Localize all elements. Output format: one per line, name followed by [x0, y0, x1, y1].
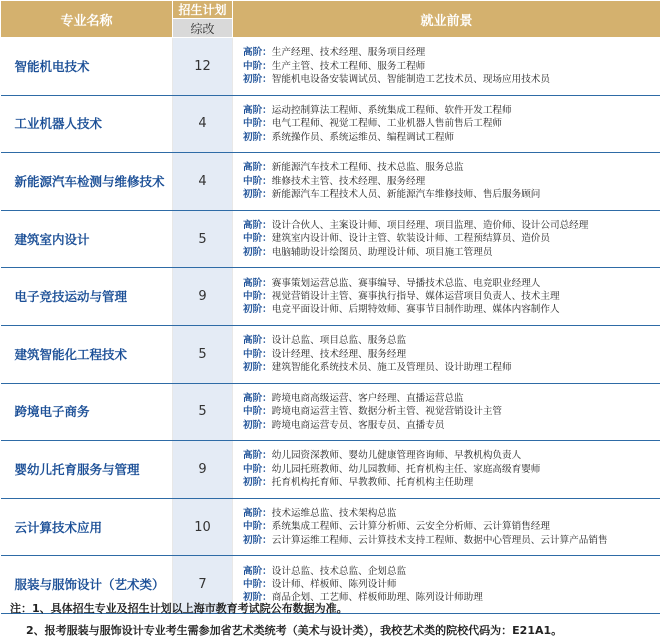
career-low	[243, 131, 660, 144]
career-high-text: 设计总监、技术总监、企划总监	[271, 565, 407, 577]
level-high-label: 高阶：	[243, 277, 272, 289]
level-mid-label: 中阶：	[243, 578, 272, 590]
major-name: 跨境电子商务	[1, 383, 173, 441]
plan-count: 4	[173, 153, 233, 211]
career-high-text: 幼儿园资深教师、婴幼儿健康管理咨询师、早教机构负责人	[271, 450, 522, 462]
level-low-label: 初阶：	[243, 189, 272, 201]
plan-count: 7	[173, 556, 233, 614]
career-high	[243, 565, 660, 578]
plan-count: 9	[173, 441, 233, 499]
career-high	[243, 507, 660, 520]
table-row	[1, 38, 660, 96]
level-high-label: 高阶：	[243, 162, 272, 174]
level-high-label: 高阶：	[243, 565, 272, 577]
career-mid	[243, 232, 660, 245]
table-row	[1, 95, 660, 153]
career-low	[243, 246, 660, 259]
plan-count: 9	[173, 268, 233, 326]
major-name: 建筑智能化工程技术	[1, 325, 173, 383]
major-name: 工业机器人技术	[1, 95, 173, 153]
table-row	[1, 498, 660, 556]
level-low-label: 初阶：	[243, 304, 272, 316]
career-low	[243, 361, 660, 374]
level-low-label: 初阶：	[243, 361, 272, 373]
level-mid-label: 中阶：	[243, 406, 272, 418]
career-low	[243, 73, 660, 86]
career-low	[243, 303, 660, 316]
plan-count: 5	[173, 325, 233, 383]
level-high-label: 高阶：	[243, 104, 272, 116]
career-high-text: 设计合伙人、主案设计师、项目经理、项目监理、造价师、设计公司总经理	[271, 219, 589, 231]
career-mid	[243, 405, 660, 418]
career-low-text: 新能源汽车工程技术人员、新能源汽车维修技师、售后服务顾问	[271, 189, 541, 201]
level-low-label: 初阶：	[243, 477, 272, 489]
level-high-label: 高阶：	[243, 450, 272, 462]
table-row	[1, 441, 660, 499]
level-mid-label: 中阶：	[243, 463, 272, 475]
level-mid-label: 中阶：	[243, 521, 272, 533]
career-low-text: 托育机构托育师、早教教师、托育机构主任助理	[271, 477, 474, 489]
major-name: 新能源汽车检测与维修技术	[1, 153, 173, 211]
major-name: 婴幼儿托育服务与管理	[1, 441, 173, 499]
level-high-label: 高阶：	[243, 47, 272, 59]
major-name: 服装与服饰设计（艺术类）	[1, 556, 173, 614]
level-high-label: 高阶：	[243, 392, 272, 404]
table-row	[1, 153, 660, 211]
level-mid-label: 中阶：	[243, 233, 272, 245]
career-mid	[243, 463, 660, 476]
career-mid	[243, 290, 660, 303]
career-high	[243, 334, 660, 347]
level-high-label: 高阶：	[243, 219, 272, 231]
level-mid-label: 中阶：	[243, 60, 272, 72]
career-high-text: 技术运维总监、技术架构总监	[271, 507, 397, 519]
career-high-text: 跨境电商高级运营、客户经理、直播运营总监	[271, 392, 464, 404]
career-mid	[243, 578, 660, 591]
level-low-label: 初阶：	[243, 74, 272, 85]
career-high-text: 生产经理、技术经理、服务项目经理	[271, 47, 426, 59]
level-mid-label: 中阶：	[243, 118, 272, 130]
career-high	[243, 46, 660, 59]
career-mid-text: 建筑室内设计师、设计主管、软装设计师、工程预结算员、造价员	[271, 233, 550, 245]
career-cell	[233, 383, 660, 441]
career-mid-text: 设计经理、技术经理、服务经理	[271, 348, 407, 360]
header-career: 就业前景	[233, 1, 660, 38]
plan-count: 10	[173, 498, 233, 556]
career-mid	[243, 117, 660, 130]
career-low	[243, 476, 660, 489]
career-cell	[233, 210, 660, 268]
career-mid-text: 维修技术主管、技术经理、服务经理	[271, 175, 426, 187]
level-mid-label: 中阶：	[243, 348, 272, 360]
career-mid	[243, 175, 660, 188]
career-high	[243, 277, 660, 290]
level-mid-label: 中阶：	[243, 175, 272, 187]
level-low-label: 初阶：	[243, 534, 272, 546]
table-row	[1, 383, 660, 441]
career-high-text: 设计总监、项目总监、服务总监	[271, 335, 407, 347]
career-low-text: 系统操作员、系统运维员、编程调试工程师	[271, 131, 455, 143]
major-name: 电子竞技运动与管理	[1, 268, 173, 326]
career-low-text: 跨境电商运营专员、客服专员、直播专员	[271, 419, 445, 431]
career-cell	[233, 38, 660, 96]
career-mid	[243, 348, 660, 361]
career-low-text: 智能机电设备安装调试员、智能制造工艺技术员、现场应用技术员	[271, 74, 550, 85]
level-high-label: 高阶：	[243, 507, 272, 519]
career-high-text: 新能源汽车技术工程师、技术总监、服务总监	[271, 162, 464, 174]
career-mid-text: 设计师、样板师、陈列设计师	[271, 578, 397, 590]
career-low-text: 电竞平面设计师、后期特效师、赛事节目制作助理、媒体内容制作人	[271, 304, 560, 316]
career-low	[243, 188, 660, 201]
career-cell	[233, 498, 660, 556]
note-2: 2、报考服装与服饰设计专业考生需参加省艺术类统考（美术与设计类），我校艺术类的院校代码为：E21A1。	[26, 624, 563, 637]
career-mid-text: 视觉营销设计主管、赛事执行指导、媒体运营项目负责人、技术主理	[271, 290, 560, 302]
career-mid	[243, 60, 660, 73]
note-1: 注：1、具体招生专业及招生计划以上海市教育考试院公布数据为准。	[10, 602, 348, 615]
career-mid	[243, 520, 660, 533]
plan-count: 5	[173, 210, 233, 268]
plan-count: 5	[173, 383, 233, 441]
career-low	[243, 534, 660, 547]
header-major: 专业名称	[1, 1, 173, 38]
career-high	[243, 219, 660, 232]
career-mid-text: 系统集成工程师、云计算分析师、云安全分析师、云计算销售经理	[271, 521, 550, 533]
major-name: 建筑室内设计	[1, 210, 173, 268]
table-row	[1, 268, 660, 326]
career-mid-text: 电气工程师、视觉工程师、工业机器人售前售后工程师	[271, 118, 503, 130]
level-high-label: 高阶：	[243, 335, 272, 347]
career-low-text: 商品企划、工艺师、样板师助理、陈列设计师助理	[271, 592, 483, 604]
career-high-text: 赛事策划运营总监、赛事编导、导播技术总监、电竞职业经理人	[271, 277, 541, 289]
career-low-text: 建筑智能化系统技术员、施工及管理员、设计助理工程师	[271, 361, 512, 373]
table-row	[1, 210, 660, 268]
header-plan-sub: 综改	[173, 19, 233, 38]
plan-count: 12	[173, 38, 233, 96]
career-cell	[233, 268, 660, 326]
career-mid-text: 跨境电商运营主管、数据分析主管、视觉营销设计主管	[271, 406, 503, 418]
major-name: 智能机电技术	[1, 38, 173, 96]
table-row	[1, 325, 660, 383]
career-high	[243, 392, 660, 405]
career-high	[243, 449, 660, 462]
plan-count: 4	[173, 95, 233, 153]
major-name: 云计算技术应用	[1, 498, 173, 556]
level-mid-label: 中阶：	[243, 290, 272, 302]
career-low-text: 云计算运维工程师、云计算技术支持工程师、数据中心管理员、云计算产品销售	[271, 534, 608, 546]
level-low-label: 初阶：	[243, 131, 272, 143]
career-cell	[233, 153, 660, 211]
career-low-text: 电脑辅助设计绘图员、助理设计师、项目施工管理员	[271, 246, 493, 258]
career-high	[243, 161, 660, 174]
career-mid-text: 幼儿园托班教师、幼儿园教师、托育机构主任、家庭高级育婴师	[271, 463, 541, 475]
career-cell	[233, 441, 660, 499]
career-low	[243, 419, 660, 432]
career-high	[243, 104, 660, 117]
career-high-text: 运动控制算法工程师、系统集成工程师、软件开发工程师	[271, 104, 512, 116]
career-cell	[233, 325, 660, 383]
level-low-label: 初阶：	[243, 592, 272, 604]
header-plan: 招生计划	[173, 1, 233, 19]
level-low-label: 初阶：	[243, 419, 272, 431]
level-low-label: 初阶：	[243, 246, 272, 258]
career-cell	[233, 95, 660, 153]
career-mid-text: 生产主管、技术工程师、服务工程师	[271, 60, 426, 72]
